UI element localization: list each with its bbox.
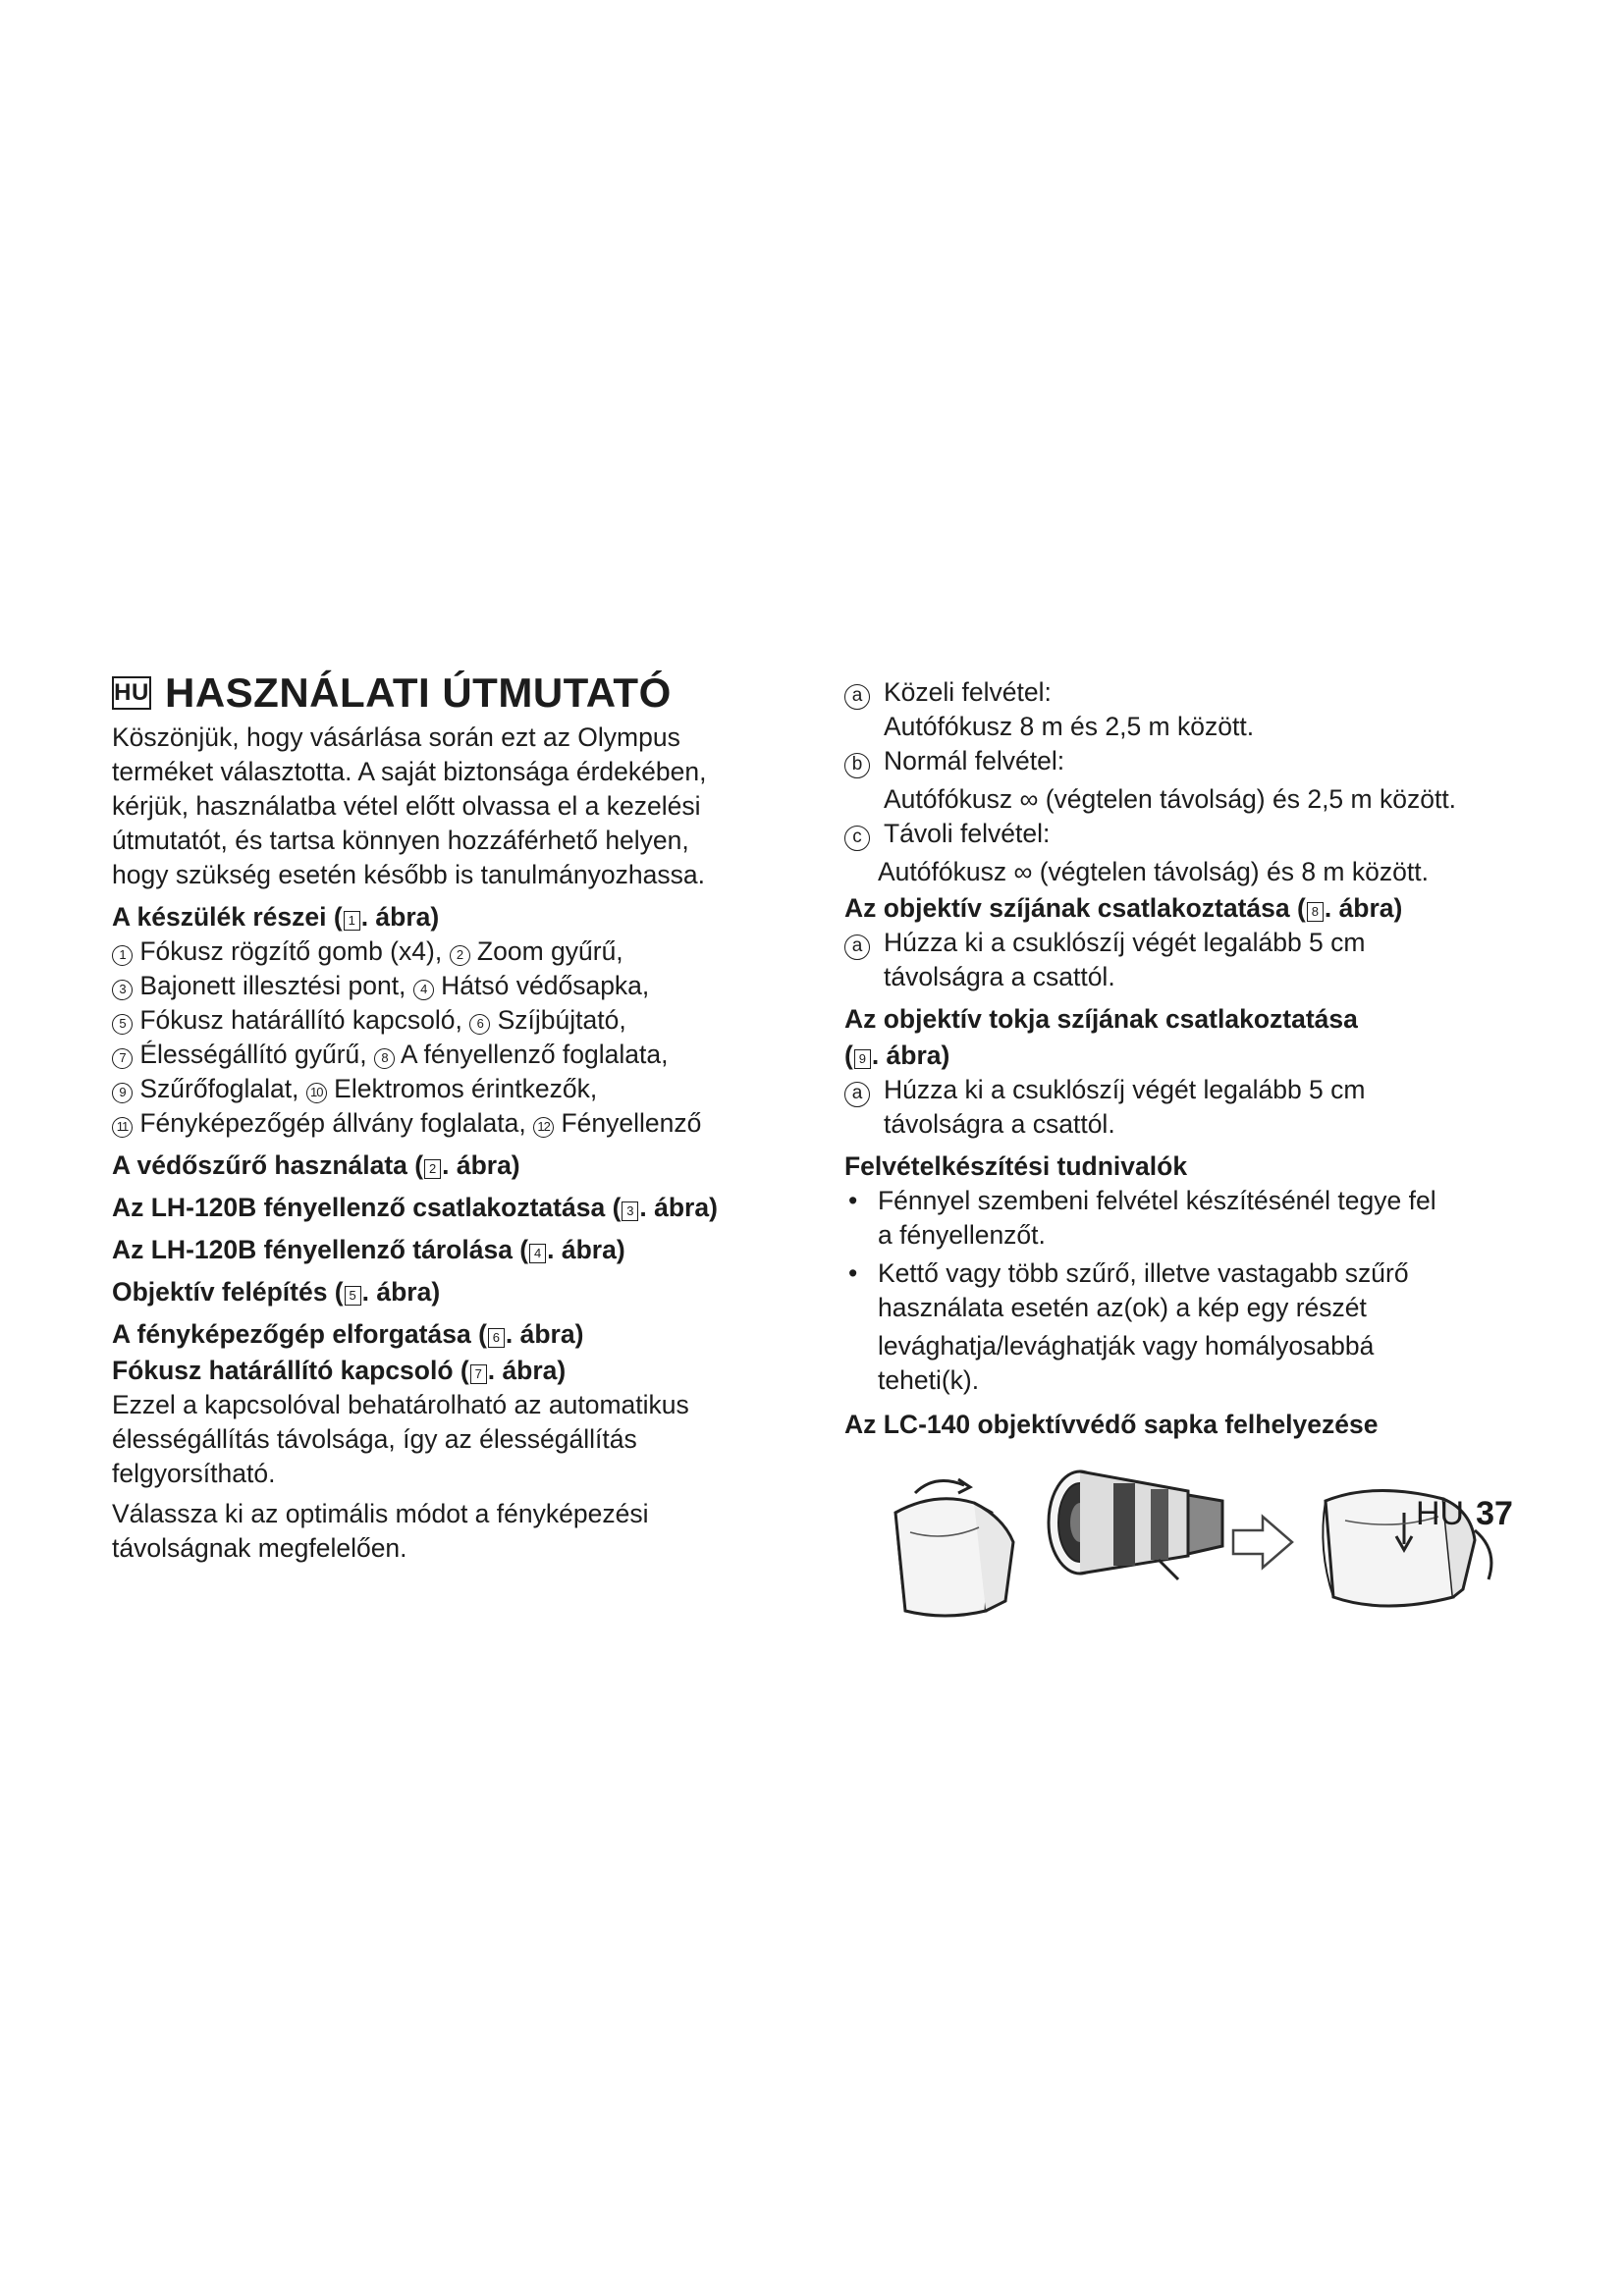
case-strap-heading: Az objektív tokja szíjának csatlakoztatása [844,1004,1358,1034]
parts-line: 7 Élességállító gyűrű, 8 A fényellenző foglalata, [112,1038,804,1072]
title-text: HASZNÁLATI ÚTMUTATÓ [165,669,672,716]
body-line: távolságnak megfelelően. [112,1533,407,1563]
figure-ref-icon: 3 [622,1201,638,1221]
parts-heading: A készülék részei ( 1 . ábra) [112,902,440,932]
intro-line: hogy szükség esetén később is tanulmányozhassa. [112,860,705,889]
case-strap-heading-ref: ( 9 . ábra) [844,1041,950,1070]
letter-circle-icon: b [844,753,870,778]
lens-icon [1041,1466,1237,1583]
figure-ref-icon: 2 [424,1159,441,1179]
arrow-right-icon [1229,1513,1298,1572]
focus-limit-body [112,1388,804,1566]
case-step: a Húzza ki a csuklószíj végét legalább 5 cm [844,1073,1532,1107]
figure-ref-icon: 7 [470,1364,487,1384]
number-circle-icon: 2 [450,945,470,966]
filter-heading: A védőszűrő használata ( 2 . ábra) [112,1150,520,1180]
mode-c-value: Autófókusz ∞ (végtelen távolság) és 8 m között. [878,857,1429,886]
page-lang: HU [1416,1495,1465,1532]
shooting-notes-heading: Felvételkészítési tudnivalók [844,1151,1188,1181]
open-cap-icon [876,1473,1023,1621]
number-circle-icon: 9 [112,1083,133,1103]
letter-circle-icon: c [844,826,870,851]
intro-line: terméket választotta. A saját biztonsága érdekében, [112,757,707,786]
case-step-cont: távolságra a csattól. [884,1109,1115,1139]
intro-line: kérjük, használatba vétel előtt olvassa el a kezelési [112,791,701,821]
hood-store-heading: Az LH-120B fényellenző tárolása ( 4 . ábra) [112,1235,625,1264]
number-circle-icon: 10 [306,1083,327,1103]
note-item: • Fénnyel szembeni felvétel készítésénél tegye fel a fényellenzőt. [844,1184,1532,1253]
intro-line: Köszönjük, hogy vásárlása során ezt az Olympus [112,722,680,752]
body-line: Ezzel a kapcsolóval behatárolható az automatikus [112,1390,689,1419]
letter-circle-icon: a [844,684,870,710]
figure-ref-icon: 5 [345,1286,361,1306]
bullet-icon: • [848,1186,858,1215]
number-circle-icon: 7 [112,1048,133,1069]
parts-list [112,934,804,1141]
number-circle-icon: 12 [533,1117,554,1138]
figure-ref-icon: 9 [854,1049,871,1069]
figure-ref-icon: 4 [529,1244,546,1263]
left-column [112,667,804,1566]
lens-structure-heading: Objektív felépítés ( 5 . ábra) [112,1277,441,1307]
language-badge: HU [112,676,151,710]
bullet-icon: • [848,1258,858,1288]
mode-b-value: Autófókusz ∞ (végtelen távolság) és 2,5 m között. [884,784,1457,814]
body-line: Válassza ki az optimális módot a fényképezési [112,1499,649,1528]
strap-heading: Az objektív szíjának csatlakoztatása ( 8 . ábra) [844,893,1403,923]
parts-line: 11 Fényképezőgép állvány foglalata, 12 Fényellenző [112,1106,804,1141]
intro-line: útmutatót, és tartsa könnyen hozzáférhető helyen, [112,826,689,855]
letter-circle-icon: a [844,1082,870,1107]
mode-b-label: b Normál felvétel: [844,744,1532,778]
body-line: felgyorsítható. [112,1459,276,1488]
number-circle-icon: 4 [413,980,434,1000]
camera-rotate-heading: A fényképezőgép elforgatása ( 6 . ábra) [112,1319,584,1349]
number-circle-icon: 8 [374,1048,395,1069]
number-circle-icon: 6 [469,1014,490,1035]
number-circle-icon: 5 [112,1014,133,1035]
page-title [112,667,804,719]
figure-ref-icon: 1 [344,911,360,931]
parts-line: 3 Bajonett illesztési pont, 4 Hátsó védősapka, [112,969,804,1003]
lens-cap-illustration [844,1466,1532,1623]
body-line: élességállítás távolsága, így az élességállítás [112,1424,637,1454]
number-circle-icon: 1 [112,945,133,966]
parts-line: 1 Fókusz rögzítő gomb (x4), 2 Zoom gyűrű, [112,934,804,969]
page-number [1416,1494,1513,1533]
figure-ref-icon: 8 [1307,902,1324,922]
note-item: • Kettő vagy több szűrő, illetve vastagabb szűrő használata esetén az(ok) a kép egy részét levághatja/levághatják vagy homályosabbá teheti(k). [844,1256,1532,1398]
intro-paragraph [112,721,804,892]
letter-circle-icon: a [844,934,870,960]
figure-ref-icon: 6 [488,1328,505,1348]
hood-attach-heading: Az LH-120B fényellenző csatlakoztatása ( 3 . ábra) [112,1193,718,1222]
number-circle-icon: 3 [112,980,133,1000]
number-circle-icon: 11 [112,1117,133,1138]
lens-cap-heading: Az LC-140 objektívvédő sapka felhelyezése [844,1410,1379,1439]
strap-step-cont: távolságra a csattól. [884,962,1115,991]
right-column [844,667,1532,1623]
mode-c-label: c Távoli felvétel: [844,817,1532,851]
page-number-value: 37 [1476,1495,1513,1532]
mode-a-value: Autófókusz 8 m és 2,5 m között. [884,712,1255,741]
parts-line: 5 Fókusz határállító kapcsoló, 6 Szíjbújtató, [112,1003,804,1038]
focus-limit-heading: Fókusz határállító kapcsoló ( 7 . ábra) [112,1356,567,1385]
parts-line: 9 Szűrőfoglalat, 10 Elektromos érintkezők, [112,1072,804,1106]
strap-step: a Húzza ki a csuklószíj végét legalább 5 cm [844,926,1532,960]
mode-a-label: a Közeli felvétel: [844,675,1532,710]
